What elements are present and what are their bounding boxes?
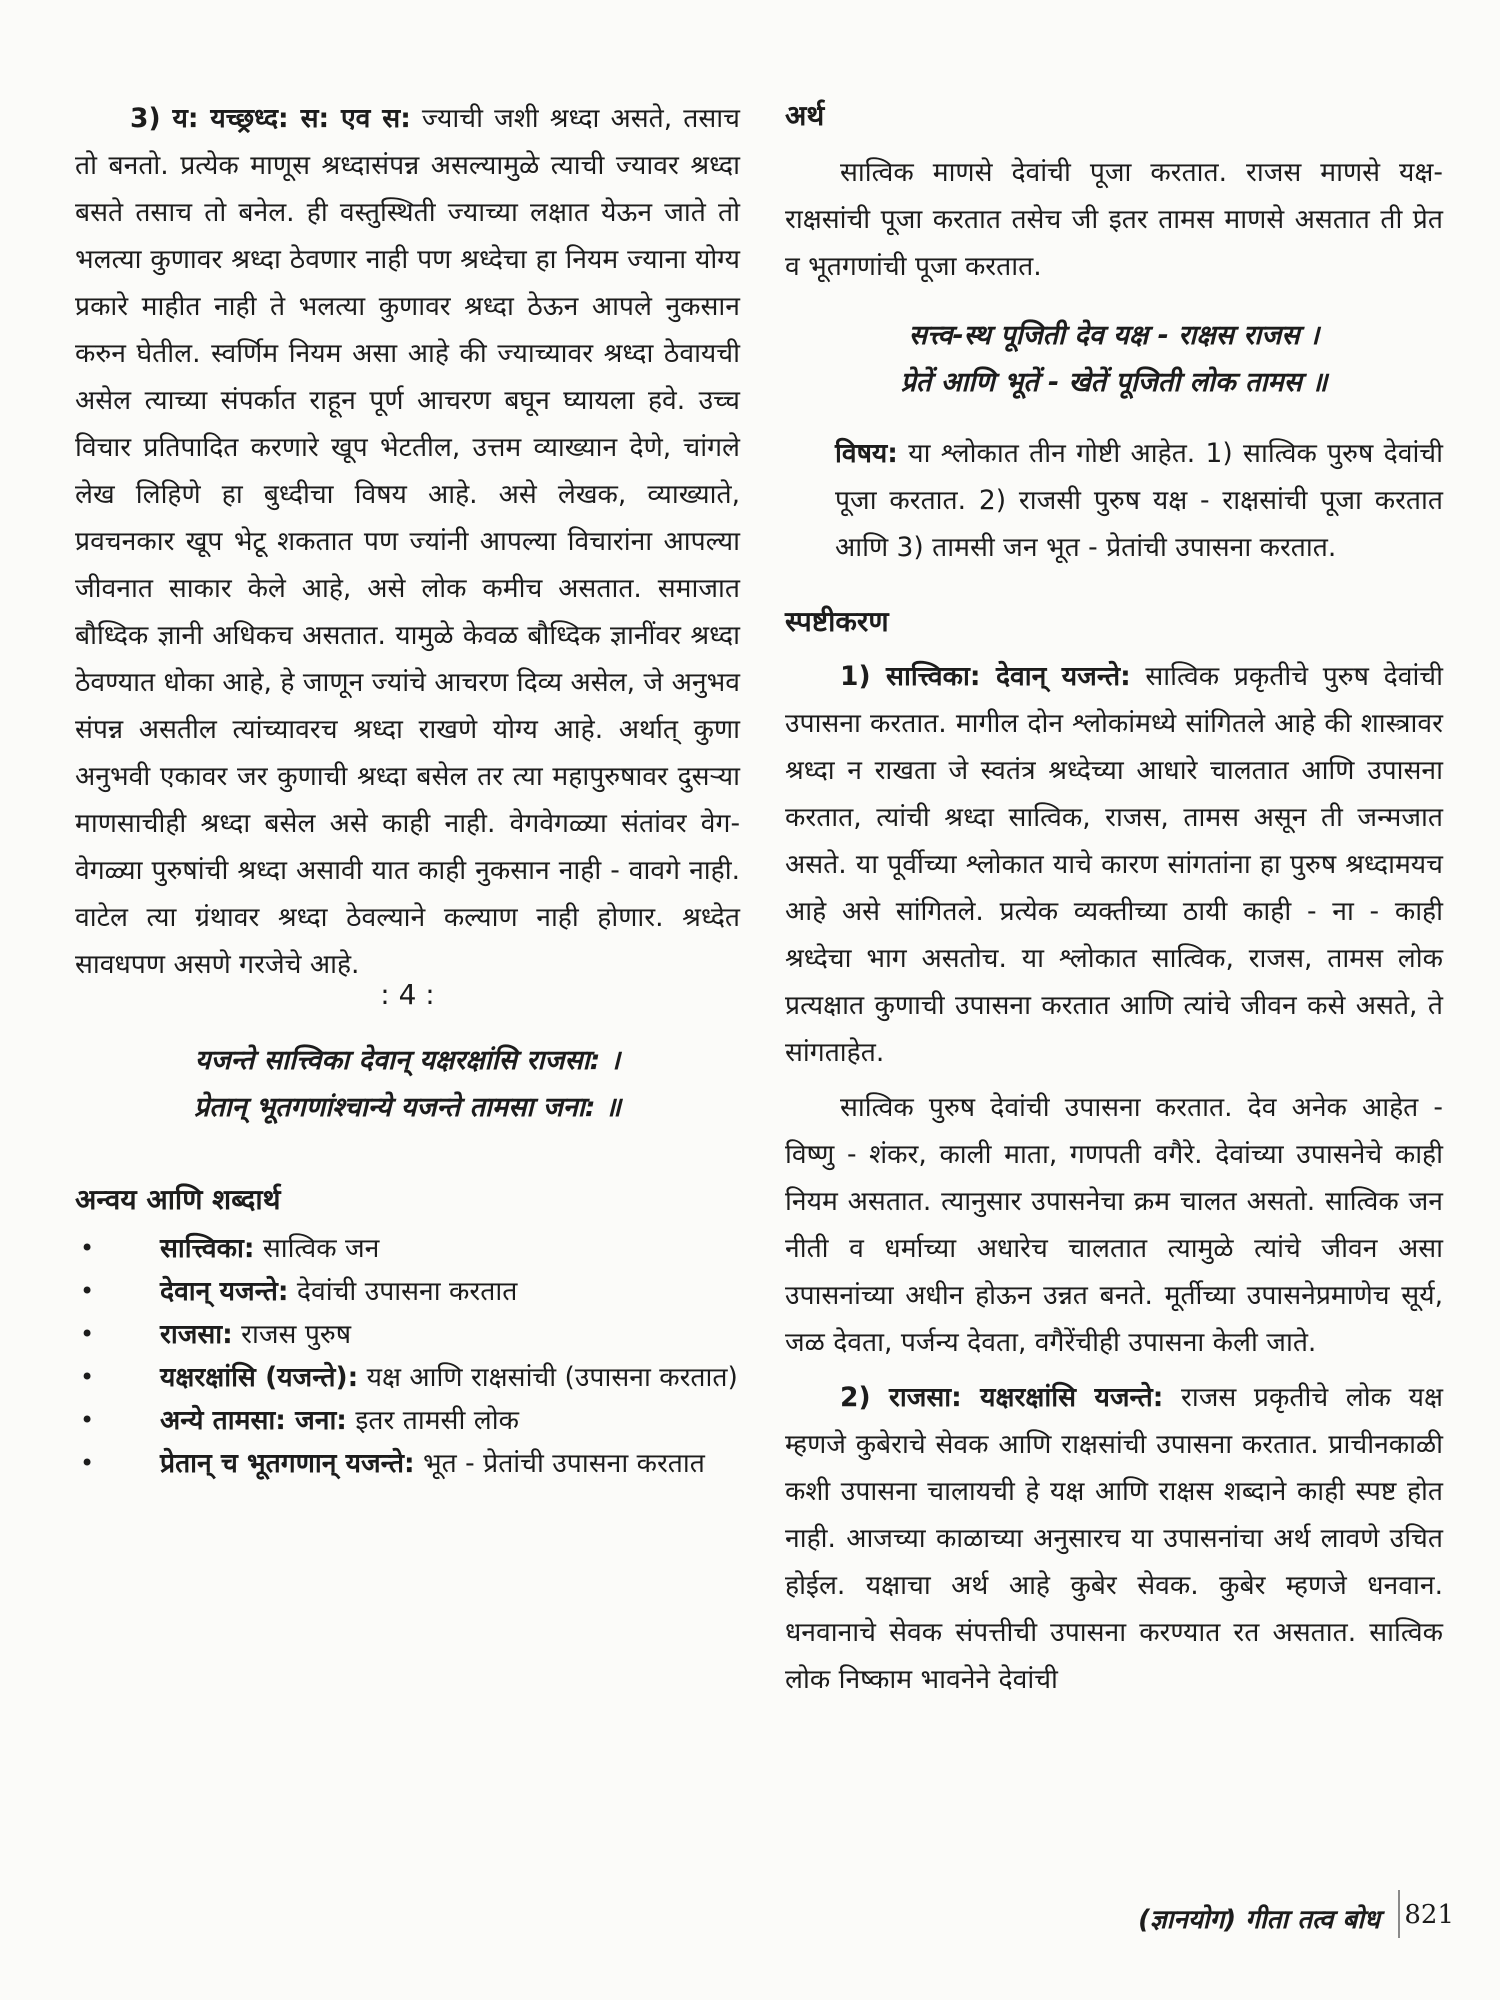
paragraph-lead-verse: 3) य: यच्छ्रध्द: स: एव स: <box>130 103 411 134</box>
ovi <box>785 312 1443 406</box>
paragraph-shraddha <box>75 95 741 980</box>
glossary-term: प्रेतान् च भूतगणान् यजन्ते: <box>160 1448 415 1479</box>
bullet-icon: • <box>80 1406 95 1434</box>
bullet-icon: • <box>80 1234 95 1262</box>
glossary-meaning: देवांची उपासना करतात <box>288 1276 518 1307</box>
glossary-meaning: यक्ष आणि राक्षसांची (उपासना करतात) <box>358 1362 738 1393</box>
footer-divider <box>1398 1890 1400 1938</box>
bullet-icon: • <box>80 1320 95 1348</box>
shloka <box>75 1037 740 1131</box>
meaning-heading: अर्थ <box>785 99 825 132</box>
explanation-paragraph-3 <box>785 1374 1443 1703</box>
glossary-item <box>75 1442 740 1485</box>
glossary-meaning: इतर तामसी लोक <box>346 1405 519 1436</box>
explanation-paragraph-2: सात्विक पुरुष देवांची उपासना करतात. देव अनेक आहेत - विष्णु - शंकर, काली माता, गणपती वगैरे. देवांच्या उपासनेचे काही नियम असतात. त्यानुसार उपासनेचा क्रम चालत असतो. सात्विक जन नीती व धर्माच्या अधारेच चालतात त्यामुळे त्यांचे जीवन असा उपासनांच्या अधीन होऊन उन्नत बनते. मूर्तीच्या उपासनेप्रमाणेच सूर्य, जळ देवता, पर्जन्य देवता, वगैरेंचीही उपासना केली जाते. <box>785 1092 1444 1358</box>
glossary-term: राजसा: <box>160 1319 233 1350</box>
explanation-lead-1: 1) सात्त्विका: देवान् यजन्ते: <box>840 661 1131 692</box>
right-column <box>785 95 1443 1703</box>
explanation-body-1: सात्विक प्रकृतीचे पुरुष देवांची उपासना करतात. मागील दोन श्लोकांमध्ये सांगितले आहे की शास्त्रावर श्रध्दा न राखता जे स्वतंत्र श्रध्देच्या आधारे चालतात आणि उपासना करतात, त्यांची श्रध्दा सात्विक, राजस, तामस असून ती जन्मजात असते. या पूर्वीच्या श्लोकात याचे कारण सांगतांना हा पुरुष श्रध्दामयच आहे असे सांगितले. प्रत्येक व्यक्तीच्या ठायी काही - ना - काही श्रध्देचा भाग असतोच. या श्लोकात सात्विक, राजस, तामस लोक प्रत्यक्षात कुणाची उपासना करतात आणि त्यांचे जीवन कसे असते, ते सांगताहेत. <box>785 661 1443 1068</box>
glossary-item <box>75 1270 740 1313</box>
glossary-item <box>75 1399 740 1442</box>
glossary-term: अन्ये तामसा: जना: <box>160 1405 347 1436</box>
verse-number: : 4 : <box>380 978 435 1011</box>
explanation-paragraph-1 <box>785 653 1443 1076</box>
page-footer <box>1070 1898 1470 1938</box>
shloka-line-2: प्रेतान् भूतगणांश्चान्ये यजन्ते तामसा जना: ॥ <box>193 1092 622 1123</box>
book-title: (ज्ञानयोग) गीता तत्व बोध <box>1138 1905 1380 1935</box>
meaning-paragraph: सात्विक माणसे देवांची पूजा करतात. राजस माणसे यक्ष-राक्षसांची पूजा करतात तसेच जी इतर तामस माणसे असतात ती प्रेत व भूतगणांची पूजा करतात. <box>785 157 1443 282</box>
glossary-item <box>75 1356 740 1399</box>
glossary-meaning: भूत - प्रेतांची उपासना करतात <box>414 1448 705 1479</box>
glossary-heading: अन्वय आणि शब्दार्थ <box>75 1183 281 1216</box>
glossary-list <box>75 1227 740 1485</box>
subject-paragraph <box>785 430 1443 571</box>
glossary-item <box>75 1227 740 1270</box>
left-column <box>75 95 740 1485</box>
glossary-term: देवान् यजन्ते: <box>160 1276 289 1307</box>
bullet-icon: • <box>80 1363 95 1391</box>
glossary-item <box>75 1313 740 1356</box>
ovi-line-1: सत्त्व-स्थ पूजिती देव यक्ष - राक्षस राजस । <box>908 320 1320 351</box>
page-number: 821 <box>1404 1900 1454 1930</box>
ovi-line-2: प्रेतें आणि भूतें - खेतें पूजिती लोक तामस ॥ <box>900 367 1328 398</box>
glossary-meaning: राजस पुरुष <box>232 1319 352 1350</box>
bullet-icon: • <box>80 1449 95 1477</box>
glossary-term: यक्षरक्षांसि (यजन्ते): <box>160 1362 359 1393</box>
bullet-icon: • <box>80 1277 95 1305</box>
glossary-term: सात्त्विका: <box>160 1233 255 1264</box>
subject-text: या श्लोकात तीन गोष्टी आहेत. 1) सात्विक पुरुष देवांची पूजा करतात. 2) राजसी पुरुष यक्ष - राक्षसांची पूजा करतात आणि 3) तामसी जन भूत - प्रेतांची उपासना करतात. <box>835 438 1443 563</box>
subject-label: विषय: <box>835 438 898 469</box>
glossary-meaning: सात्विक जन <box>254 1233 380 1264</box>
paragraph-body: ज्याची जशी श्रध्दा असते, तसाच तो बनतो. प्रत्येक माणूस श्रध्दासंपन्न असल्यामुळे त्याची ज्यावर श्रध्दा बसते तसाच तो बनेल. ही वस्तुस्थिती ज्याच्या लक्षात येऊन जाते तो भलत्या कुणावर श्रध्दा ठेवणार नाही पण श्रध्देचा हा नियम ज्याना योग्य प्रकारे माहीत नाही ते भलत्या कुणावर श्रध्दा ठेऊन आपले नुकसान करुन घेतील. स्वर्णिम नियम असा आहे की ज्याच्यावर श्रध्दा ठेवायची असेल त्याच्या संपर्कात राहून पूर्ण आचरण बघून घ्यायला हवे. उच्च विचार प्रतिपादित करणारे खूप भेटतील, उत्तम व्याख्यान देणे, चांगले लेख लिहिणे हा बुध्दीचा विषय आहे. असे लेखक, व्याख्याते, प्रवचनकार खूप भेटू शकतात पण ज्यांनी आपल्या विचारांना आपल्या जीवनात साकार केले आहे, असे लोक कमीच असतात. समाजात बौध्दिक ज्ञानी अधिकच असतात. यामुळे केवळ बौध्दिक ज्ञानींवर श्रध्दा ठेवण्यात धोका आहे, हे जाणून ज्यांचे आचरण दिव्य असेल, जे अनुभव संपन्न असतील त्यांच्यावरच श्रध्दा राखणे योग्य आहे. अर्थात् कुणा अनुभवी एकावर जर कुणाची श्रध्दा बसेल तर त्या महापुरुषावर दुसऱ्या माणसाचीही श्रध्दा बसेल असे काही नाही. वेगवेगळ्या संतांवर वेग-वेगळ्या पुरुषांची श्रध्दा असावी यात काही नुकसान नाही - वावगे नाही. वाटेल त्या ग्रंथावर श्रध्दा ठेवल्याने कल्याण नाही होणार. श्रध्देत सावधपण असणे गरजेचे आहे. <box>75 103 741 980</box>
shloka-line-1: यजन्ते सात्त्विका देवान् यक्षरक्षांसि राजसा: । <box>194 1045 621 1076</box>
explanation-heading: स्पष्टीकरण <box>785 605 889 638</box>
explanation-lead-2: 2) राजसा: यक्षरक्षांसि यजन्ते: <box>840 1382 1164 1413</box>
explanation-body-3: राजस प्रकृतीचे लोक यक्ष म्हणजे कुबेराचे सेवक आणि राक्षसांची उपासना करतात. प्राचीनकाळी कशी उपासना चालायची हे यक्ष आणि राक्षस शब्दाने काही स्पष्ट होत नाही. आजच्या काळाच्या अनुसारच या उपासनांचा अर्थ लावणे उचित होईल. यक्षाचा अर्थ आहे कुबेर सेवक. कुबेर म्हणजे धनवान. धनवानाचे सेवक संपत्तीची उपासना करण्यात रत असतात. सात्विक लोक निष्काम भावनेने देवांची <box>785 1382 1443 1695</box>
